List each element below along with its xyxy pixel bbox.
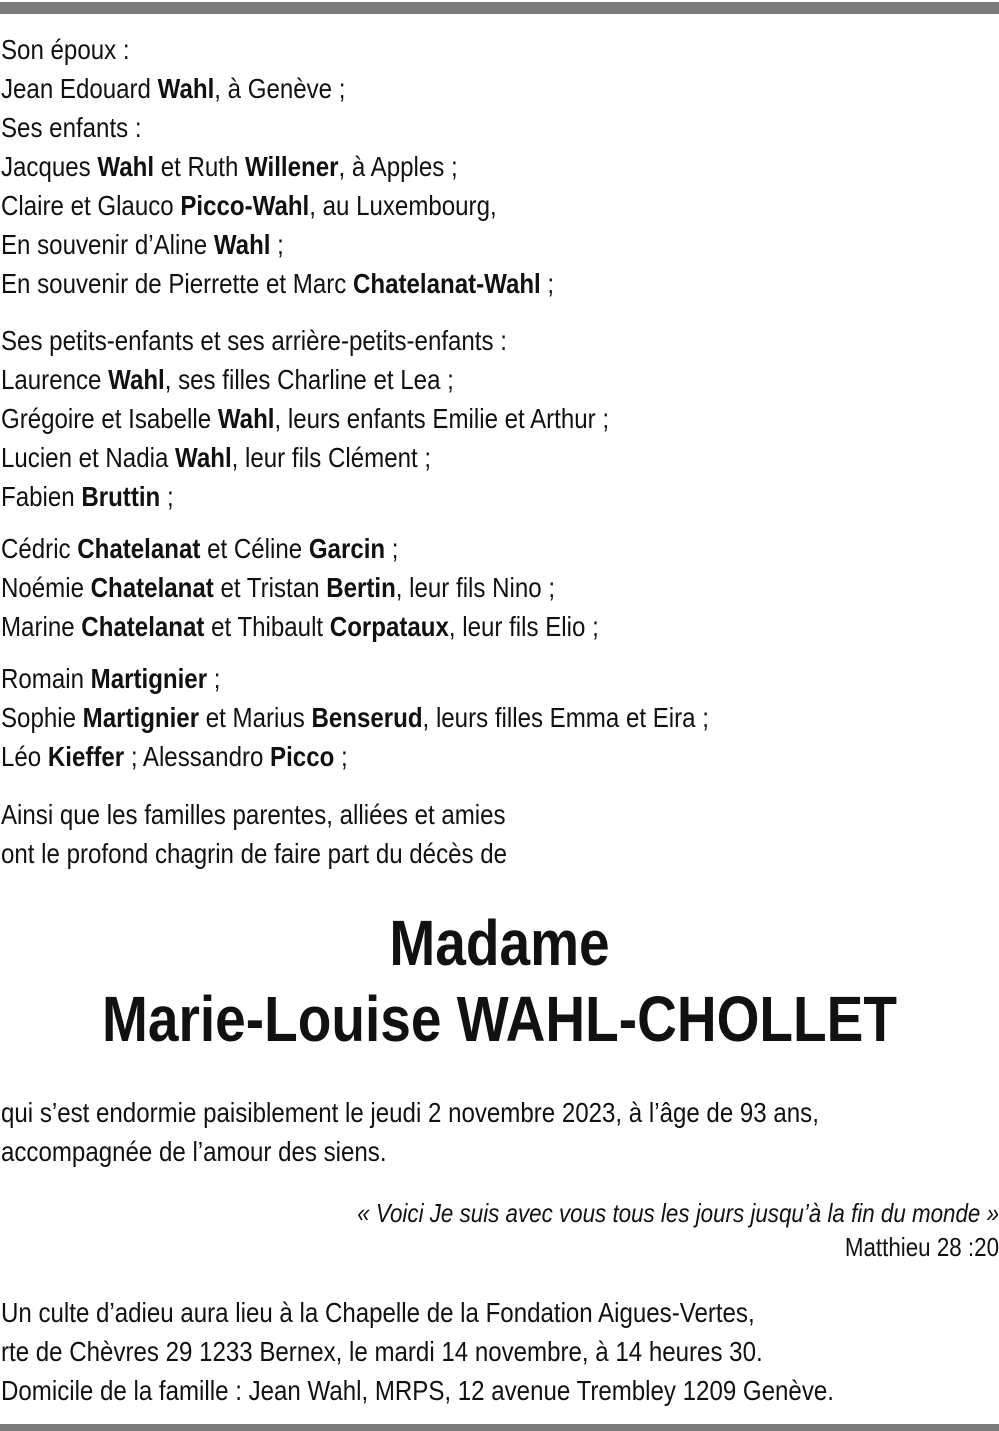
service-line: Un culte d’adieu aura lieu à la Chapelle de la Fondation Aigues-Vertes, <box>1 1297 755 1328</box>
child-line: Jacques Wahl et Ruth Willener, à Apples ; <box>1 151 458 182</box>
spouse-line: Jean Edouard Wahl, à Genève ; <box>1 73 346 104</box>
closing-section <box>1 795 999 873</box>
chatelanat-section <box>1 529 999 646</box>
death-line: accompagnée de l’amour des siens. <box>1 1136 387 1167</box>
death-notice <box>1 1093 999 1171</box>
grandchild-line: Fabien Bruttin ; <box>1 481 174 512</box>
family-line: Marine Chatelanat et Thibault Corpataux, leur fils Elio ; <box>1 611 599 642</box>
child-line: En souvenir d’Aline Wahl ; <box>1 229 284 260</box>
grandchildren-heading: Ses petits-enfants et ses arrière-petits-enfants : <box>1 325 507 356</box>
family-line: Noémie Chatelanat et Tristan Bertin, leur fils Nino ; <box>1 572 556 603</box>
service-line: Domicile de la famille : Jean Wahl, MRPS, 12 avenue Trembley 1209 Genève. <box>1 1375 834 1406</box>
bible-quote: « Voici Je suis avec vous tous les jours jusqu’à la fin du monde » <box>357 1198 999 1228</box>
top-rule <box>0 2 999 14</box>
family-line: Cédric Chatelanat et Céline Garcin ; <box>1 533 399 564</box>
spouse-heading: Son époux : <box>1 34 130 65</box>
service-line: rte de Chèvres 29 1233 Bernex, le mardi 14 novembre, à 14 heures 30. <box>1 1336 763 1367</box>
children-heading: Ses enfants : <box>1 112 142 143</box>
deceased-name: Marie-Louise WAHL-CHOLLET <box>101 983 898 1055</box>
immediate-family-section <box>1 30 999 303</box>
grandchild-line: Grégoire et Isabelle Wahl, leurs enfants Emilie et Arthur ; <box>1 403 610 434</box>
family-line: Léo Kieffer ; Alessandro Picco ; <box>1 741 348 772</box>
closing-line: ont le profond chagrin de faire part du décès de <box>1 838 508 869</box>
child-line: Claire et Glauco Picco-Wahl, au Luxembourg, <box>1 190 497 221</box>
grandchild-line: Laurence Wahl, ses filles Charline et Lea ; <box>1 364 454 395</box>
bible-reference: Matthieu 28 :20 <box>844 1232 999 1262</box>
grandchildren-section <box>1 321 999 516</box>
bottom-rule <box>0 1424 999 1431</box>
service-section <box>1 1293 999 1410</box>
quote-block <box>1 1196 999 1264</box>
grandchild-line: Lucien et Nadia Wahl, leur fils Clément ; <box>1 442 432 473</box>
death-line: qui s’est endormie paisiblement le jeudi 2 novembre 2023, à l’âge de 93 ans, <box>1 1097 819 1128</box>
martignier-section <box>1 659 999 776</box>
deceased-title: Madame <box>389 907 610 979</box>
family-line: Romain Martignier ; <box>1 663 221 694</box>
closing-line: Ainsi que les familles parentes, alliées et amies <box>1 799 506 830</box>
family-line: Sophie Martignier et Marius Benserud, leurs filles Emma et Eira ; <box>1 702 709 733</box>
deceased-name-block <box>0 905 999 1057</box>
child-line: En souvenir de Pierrette et Marc Chatelanat-Wahl ; <box>1 268 555 299</box>
